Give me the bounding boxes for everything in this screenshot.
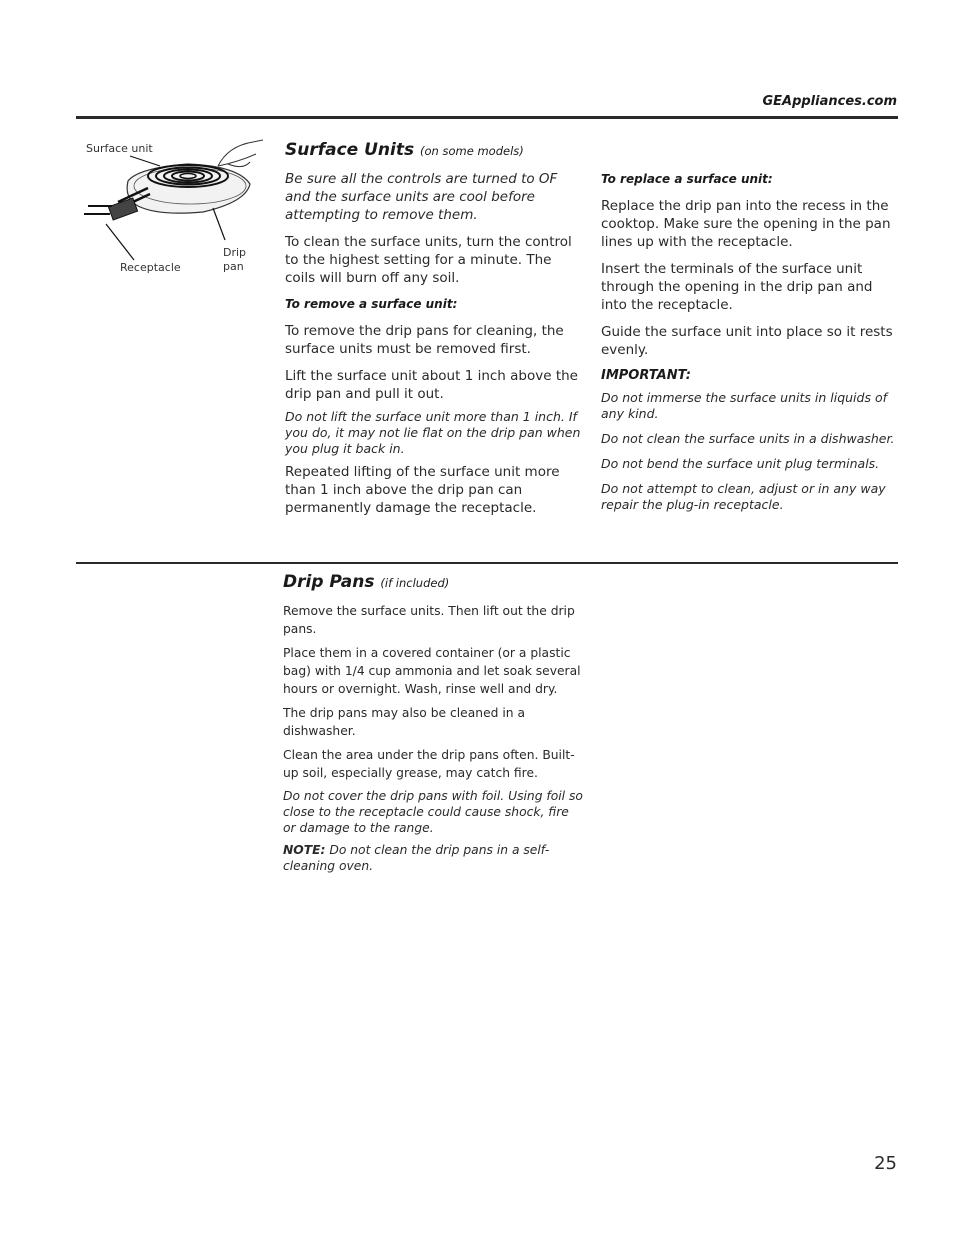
drip-pans-p4: Clean the area under the drip pans often. Built-up soil, especially grease, may catch fire. xyxy=(283,748,575,780)
note-label: NOTE: xyxy=(283,843,326,857)
drip-pans-p1: Remove the surface units. Then lift out the drip pans. xyxy=(283,604,575,636)
remove-warning: Do not lift the surface unit more than 1 inch. If you do, it may not lie flat on the drip pan when you plug it back in. xyxy=(285,409,581,456)
label-pan: pan xyxy=(223,260,244,273)
drip-pans-warning: Do not cover the drip pans with foil. Using foil so close to the receptacle could cause shock, fire or damage to the range. xyxy=(283,789,583,835)
important-heading: IMPORTANT: xyxy=(601,368,691,383)
label-surface-unit: Surface unit xyxy=(86,142,153,155)
important-4: Do not attempt to clean, adjust or in any way repair the plug-in receptacle. xyxy=(601,481,886,512)
important-3: Do not bend the surface unit plug terminals. xyxy=(601,456,880,471)
remove-heading: To remove a surface unit: xyxy=(285,297,458,311)
surface-units-caution: Be sure all the controls are turned to OF and the surface units are cool before attempting to remove them. xyxy=(285,171,558,223)
note-text: Do not clean the drip pans in a self-cleaning oven. xyxy=(283,843,550,873)
label-drip: Drip xyxy=(223,246,247,259)
surface-units-clean: To clean the surface units, turn the control to the highest setting for a minute. The coils will burn off any soil. xyxy=(285,234,572,286)
page-number: 25 xyxy=(874,1153,897,1174)
remove-step-3: Repeated lifting of the surface unit more than 1 inch above the drip pan can permanently damage the receptacle. xyxy=(285,464,560,516)
surface-unit-drawing xyxy=(78,136,278,276)
important-1: Do not immerse the surface units in liquids of any kind. xyxy=(601,390,887,421)
site-url: GEAppliances.com xyxy=(762,94,897,109)
surface-units-column-right xyxy=(601,171,897,522)
drip-pans-title-note: (if included) xyxy=(380,576,450,590)
replace-step-3: Guide the surface unit into place so it rests evenly. xyxy=(601,324,893,358)
top-divider xyxy=(76,116,898,119)
drip-pans-p2: Place them in a covered container (or a plastic bag) with 1/4 cup ammonia and let soak several hours or overnight. Wash, rinse well and dry. xyxy=(283,646,581,696)
surface-units-heading xyxy=(285,140,583,161)
remove-step-1: To remove the drip pans for cleaning, the surface units must be removed first. xyxy=(285,323,564,357)
surface-units-title-note: (on some models) xyxy=(420,144,524,158)
section-divider xyxy=(76,562,898,564)
surface-units-column-left xyxy=(285,140,583,526)
drip-pans-note xyxy=(283,842,583,874)
replace-heading: To replace a surface unit: xyxy=(601,172,773,186)
surface-units-title: Surface Units xyxy=(285,140,415,160)
replace-step-2: Insert the terminals of the surface unit through the opening in the drip pan and into the receptacle. xyxy=(601,261,873,313)
important-2: Do not clean the surface units in a dishwasher. xyxy=(601,431,895,446)
drip-pans-section xyxy=(283,572,583,880)
label-receptacle: Receptacle xyxy=(120,261,181,274)
remove-step-2: Lift the surface unit about 1 inch above the drip pan and pull it out. xyxy=(285,368,578,402)
surface-unit-illustration xyxy=(78,136,278,276)
drip-pans-heading xyxy=(283,572,583,593)
drip-pans-p3: The drip pans may also be cleaned in a dishwasher. xyxy=(283,706,525,738)
replace-step-1: Replace the drip pan into the recess in the cooktop. Make sure the opening in the pan lines up with the receptacle. xyxy=(601,198,891,250)
drip-pans-title: Drip Pans xyxy=(283,572,375,592)
